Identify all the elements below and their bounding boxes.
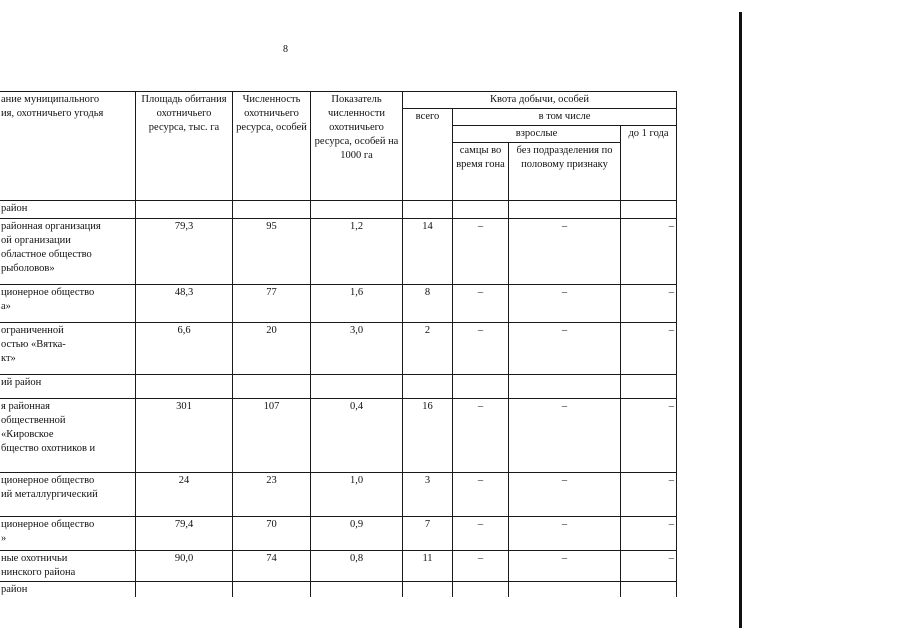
row-males: – <box>453 517 509 551</box>
district-name: район <box>0 582 136 598</box>
row-males: – <box>453 473 509 517</box>
row-young: – <box>621 219 677 285</box>
row-density: 1,2 <box>311 219 403 285</box>
row-total: 16 <box>403 399 453 473</box>
row-population: 107 <box>233 399 311 473</box>
row-area: 301 <box>136 399 233 473</box>
row-density: 0,8 <box>311 551 403 582</box>
row-area: 79,4 <box>136 517 233 551</box>
row-males: – <box>453 219 509 285</box>
row-density: 0,9 <box>311 517 403 551</box>
table-wrapper <box>0 91 678 597</box>
row-no-sex: – <box>509 285 621 323</box>
row-density: 1,6 <box>311 285 403 323</box>
page-number: 8 <box>283 44 288 55</box>
row-name: ные охотничьи нинского района <box>0 551 136 582</box>
table-row <box>0 285 677 323</box>
row-no-sex: – <box>509 517 621 551</box>
header-name: ание муниципального ия, охотничьего угодья <box>0 92 136 201</box>
district-name: ий район <box>0 375 136 399</box>
row-no-sex: – <box>509 323 621 375</box>
header-young: до 1 года <box>621 126 677 201</box>
row-density: 1,0 <box>311 473 403 517</box>
row-total: 8 <box>403 285 453 323</box>
row-name: ционерное общество а» <box>0 285 136 323</box>
table-row <box>0 323 677 375</box>
header-quota: Квота добычи, особей <box>403 92 677 109</box>
row-young: – <box>621 285 677 323</box>
row-population: 70 <box>233 517 311 551</box>
row-total: 2 <box>403 323 453 375</box>
header-adults: взрослые <box>453 126 621 143</box>
row-area: 79,3 <box>136 219 233 285</box>
row-area: 48,3 <box>136 285 233 323</box>
row-no-sex: – <box>509 219 621 285</box>
row-young: – <box>621 551 677 582</box>
header-area: Площадь обитания охотничьего ресурса, тыс. га <box>136 92 233 201</box>
row-name: ционерное общество » <box>0 517 136 551</box>
row-no-sex: – <box>509 473 621 517</box>
row-population: 95 <box>233 219 311 285</box>
row-young: – <box>621 473 677 517</box>
scan-edge-line <box>739 12 742 628</box>
district-row <box>0 375 677 399</box>
row-no-sex: – <box>509 399 621 473</box>
row-density: 0,4 <box>311 399 403 473</box>
row-total: 3 <box>403 473 453 517</box>
header-total: всего <box>403 109 453 201</box>
row-area: 24 <box>136 473 233 517</box>
row-population: 74 <box>233 551 311 582</box>
district-name: район <box>0 201 136 219</box>
row-name: ционерное общество ий металлургический <box>0 473 136 517</box>
row-males: – <box>453 323 509 375</box>
table-row <box>0 399 677 473</box>
row-males: – <box>453 285 509 323</box>
district-row <box>0 582 677 598</box>
row-young: – <box>621 399 677 473</box>
row-males: – <box>453 551 509 582</box>
row-density: 3,0 <box>311 323 403 375</box>
table-row <box>0 473 677 517</box>
table-row <box>0 517 677 551</box>
hunting-quota-table <box>0 91 677 597</box>
header-no-sex: без подразделения по половому признаку <box>509 143 621 201</box>
row-no-sex: – <box>509 551 621 582</box>
row-population: 23 <box>233 473 311 517</box>
header-population: Численность охотничьего ресурса, особей <box>233 92 311 201</box>
table-row <box>0 551 677 582</box>
header-density: Показатель численности охотничьего ресурса, особей на 1000 га <box>311 92 403 201</box>
row-total: 11 <box>403 551 453 582</box>
district-row <box>0 201 677 219</box>
row-area: 90,0 <box>136 551 233 582</box>
row-name: я районная общественной «Кировское бщество охотников и <box>0 399 136 473</box>
row-total: 7 <box>403 517 453 551</box>
row-name: ограниченной остью «Вятка- кт» <box>0 323 136 375</box>
row-population: 77 <box>233 285 311 323</box>
header-males: самцы во время гона <box>453 143 509 201</box>
row-population: 20 <box>233 323 311 375</box>
row-males: – <box>453 399 509 473</box>
header-including: в том числе <box>453 109 677 126</box>
row-young: – <box>621 517 677 551</box>
table-row <box>0 219 677 285</box>
row-total: 14 <box>403 219 453 285</box>
row-name: районная организация ой организации областное общество рыболовов» <box>0 219 136 285</box>
row-area: 6,6 <box>136 323 233 375</box>
row-young: – <box>621 323 677 375</box>
